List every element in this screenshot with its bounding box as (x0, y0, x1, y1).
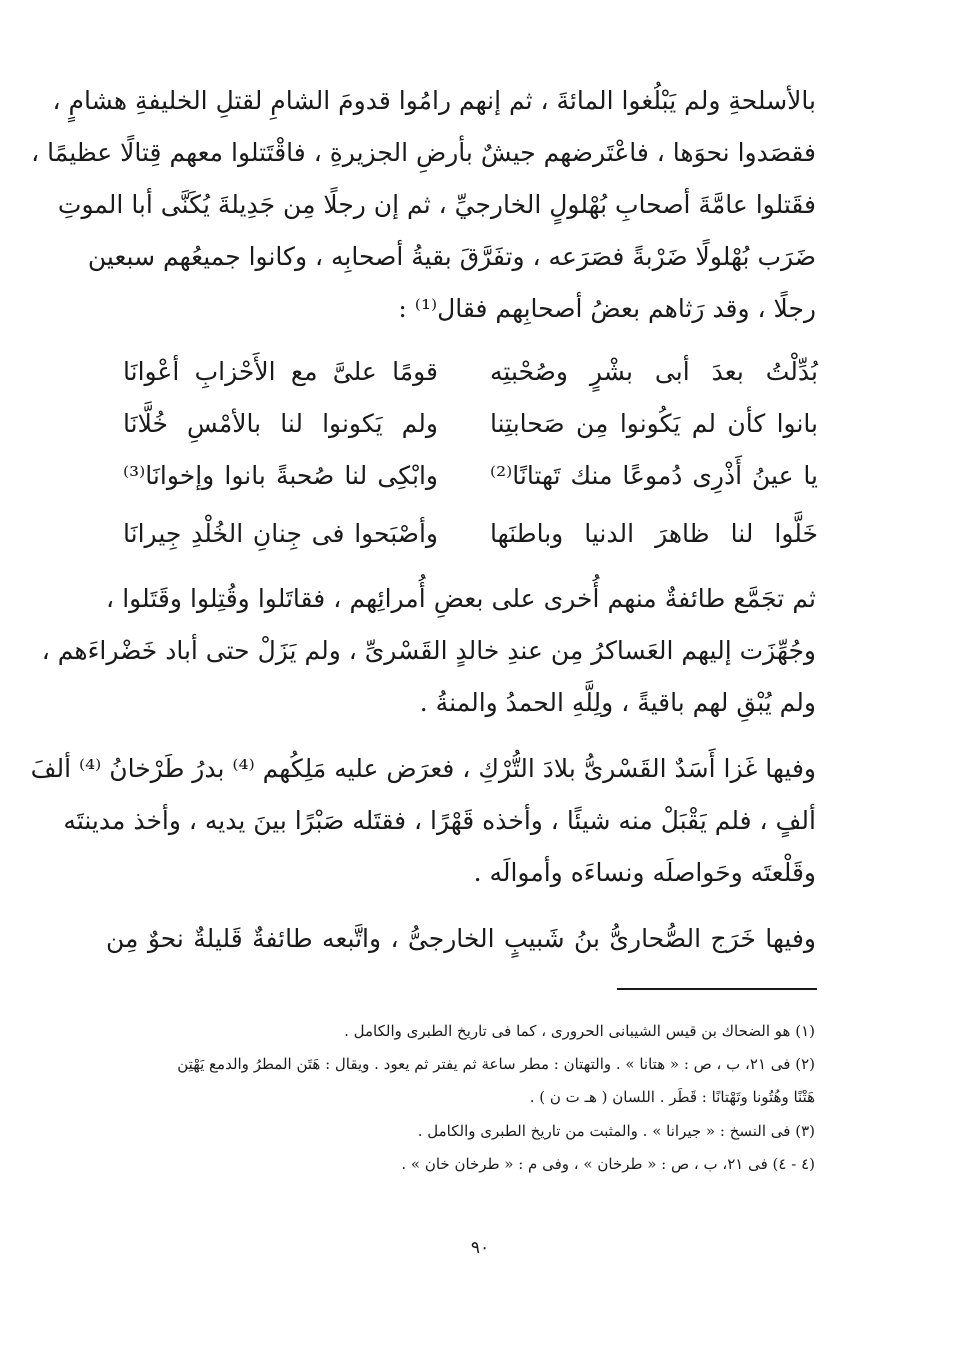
body-line: ألفٍ ، فلم يَقْبَلْ منه شيئًا ، وأخذه قَهْرًا ، فقتَله صَبْرًا بينَ يديه ، وأخذ مدينتَه (63, 806, 816, 835)
footnote: (٤ - ٤) فى ٢١، ب ، ص : « طرخان » ، وفى م : « طرخان خان » . (401, 1155, 815, 1173)
body-line: وجُهِّزَت إليهم العَساكرُ مِن عندِ خالدٍ القَسْرىِّ ، ولم يَزَلْ حتى أباد خَضْراءَهم ، (41, 636, 816, 665)
footnote-separator (617, 988, 817, 990)
poem-hemistich-left: قومًا علىَّ مع الأَحْزابِ أعْوانَا (123, 357, 438, 386)
body-line: وفيها غَزا أَسَدٌ القَسْرىُّ بلادَ التُّرْكِ ، فعرَض عليه مَلِكُهم ⁽⁴⁾ بدرُ طَرْخانُ ⁽⁴⁾ ألفَ (30, 754, 816, 783)
poem-hemistich-left: وأصْبَحوا فى جِنانِ الخُلْدِ جِيرانَا (123, 519, 438, 548)
body-line: فقَتلوا عامَّةَ أصحابِ بُهْلولٍ الخارجيِّ ، ثم إن رجلًا مِن جَدِيلةَ يُكَنَّى أبا الموتِ (57, 190, 816, 219)
poem-hemistich-left: وابْكِى لنا صُحبةً بانوا وإخوانَا⁽³⁾ (123, 461, 438, 490)
body-line: بالأسلحةِ ولم يَبْلُغوا المائةَ ، ثم إنهم رامُوا قدومَ الشامِ لقتلِ الخليفةِ هشامٍ ، (52, 86, 816, 115)
body-line: رجلًا ، وقد رَثاهم بعضُ أصحابِهم فقال⁽¹⁾ : (398, 294, 816, 323)
poem-hemistich-right: بانوا كأن لم يَكُونوا مِن صَحابتِنا (490, 409, 818, 438)
poem-hemistich-right: بُدِّلْتُ بعدَ أبى بشْرٍ وصُحْبتِه (490, 357, 818, 386)
footnote: (٢) فى ٢١، ب ، ص : « هتانا » . والتهتان : مطر ساعة ثم يفتر ثم يعود . ويقال : هَتَن المطرُ والدمع يَهْتِن (177, 1055, 815, 1073)
poem-hemistich-right: يا عينُ أَذْرِى دُموعًا منك تَهتانًا⁽²⁾ (490, 461, 818, 490)
body-line: ضَرَب بُهْلولًا ضَرْبةً فصَرَعه ، وتفَرَّقَ بقيةُ أصحابِه ، وكانوا جميعُهم سبعين (87, 242, 816, 271)
footnote-continuation: هَتْنًا وهُتُونا وتَهْتانًا : قَطَر . اللسان ( هـ ت ن ) . (529, 1088, 815, 1106)
poem-hemistich-right: خَلَّوا لنا ظاهرَ الدنيا وباطنَها (490, 519, 818, 548)
body-line: ولم يُبْقِ لهم باقيةً ، ولِلَّهِ الحمدُ والمنةُ . (419, 688, 816, 717)
footnote: (١) هو الضحاك بن قيس الشيبانى الحرورى ، كما فى تاريخ الطبرى والكامل . (344, 1022, 815, 1040)
body-line: وفيها خَرَج الصُّحارىُّ بنُ شَبيبٍ الخارجىُّ ، واتَّبعه طائفةٌ قَليلةٌ نحوٌ مِن (106, 924, 816, 953)
body-line: فقصَدوا نحوَها ، فاعْتَرضهم جيشٌ بأرضِ الجزيرةِ ، فاقْتَتلوا معهم قِتالًا عظيمًا ، (31, 138, 816, 167)
footnote: (٣) فى النسخ : « جيرانا » . والمثبت من تاريخ الطبرى والكامل . (417, 1122, 815, 1140)
body-line: وقَلْعتَه وحَواصلَه ونساءَه وأموالَه . (473, 858, 816, 887)
body-line: ثم تجَمَّع طائفةٌ منهم أُخرى على بعضِ أُمرائِهم ، فقاتَلوا وقُتِلوا وقَتَلوا ، (106, 584, 816, 613)
poem-hemistich-left: ولم يَكونوا لنا بالأمْسِ خُلَّانَا (123, 409, 438, 438)
page-number: ٩٠ (470, 1238, 490, 1258)
